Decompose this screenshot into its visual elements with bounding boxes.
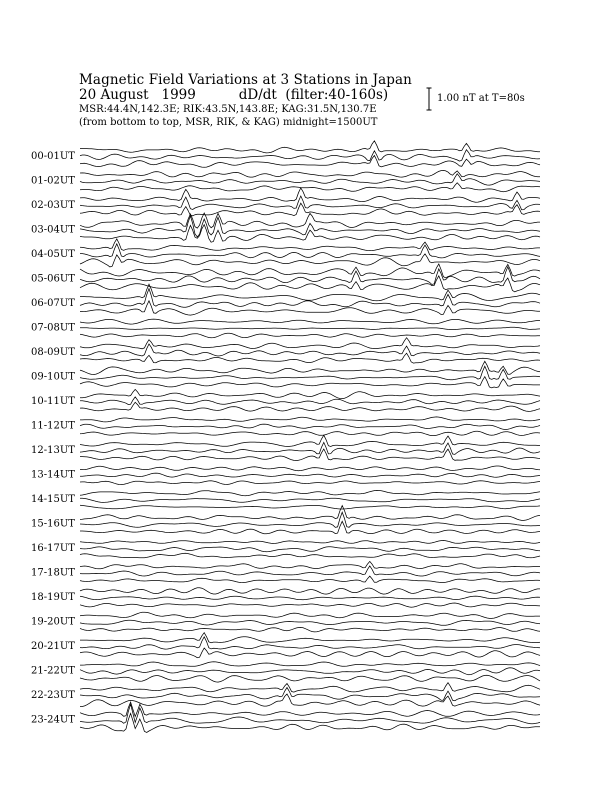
trace-msr-19-20ut <box>80 627 540 632</box>
chart-date: 20 August 1999 <box>79 87 196 103</box>
trace-msr-13-14ut <box>80 481 540 485</box>
trace-rik-03-04ut <box>80 216 540 237</box>
trace-msr-09-10ut <box>80 377 540 388</box>
trace-msr-14-15ut <box>80 505 540 509</box>
hour-label: 18-19UT <box>31 592 75 603</box>
trace-kag-15-16ut <box>80 506 540 521</box>
trace-kag-04-05ut <box>80 239 540 251</box>
scale-label: 1.00 nT at T=80s <box>437 93 525 104</box>
trace-rik-11-12ut <box>80 424 540 429</box>
hour-label: 01-02UT <box>31 175 75 187</box>
hour-label: 04-05UT <box>31 249 75 260</box>
trace-rik-07-08ut <box>80 327 540 329</box>
trace-rik-13-14ut <box>80 473 540 477</box>
trace-rik-05-06ut <box>80 267 540 285</box>
trace-kag-13-14ut <box>80 466 540 471</box>
trace-kag-14-15ut <box>80 490 540 495</box>
hour-label: 06-07UT <box>31 298 75 309</box>
hour-label: 16-17UT <box>31 543 75 554</box>
trace-msr-20-21ut <box>80 648 540 658</box>
trace-kag-08-09ut <box>80 338 540 349</box>
hour-label: 13-14UT <box>31 469 75 481</box>
hour-label: 10-11UT <box>31 396 75 407</box>
hour-label: 21-22UT <box>31 665 75 677</box>
hour-label: 07-08UT <box>31 322 75 334</box>
trace-kag-01-02ut <box>80 170 540 177</box>
hour-label: 08-09UT <box>31 347 75 358</box>
hour-label: 12-13UT <box>31 445 75 456</box>
trace-kag-23-24ut <box>80 702 540 716</box>
trace-kag-19-20ut <box>80 612 540 618</box>
trace-msr-23-24ut <box>80 713 540 732</box>
stack-order-note: (from bottom to top, MSR, RIK, & KAG) midnight=1500UT <box>79 117 378 128</box>
trace-kag-20-21ut <box>80 633 540 643</box>
trace-rik-21-22ut <box>80 668 540 675</box>
hour-label: 23-24UT <box>31 714 75 726</box>
hour-label: 22-23UT <box>31 690 75 701</box>
trace-rik-22-23ut <box>80 688 540 701</box>
trace-kag-07-08ut <box>80 319 540 324</box>
hour-label: 15-16UT <box>31 518 75 530</box>
chart-title: Magnetic Field Variations at 3 Stations in Japan <box>79 72 412 88</box>
trace-rik-18-19ut <box>80 596 540 600</box>
trace-msr-04-05ut <box>80 254 540 267</box>
trace-kag-12-13ut <box>80 435 540 446</box>
trace-msr-01-02ut <box>80 183 540 192</box>
trace-kag-10-11ut <box>80 389 540 398</box>
trace-kag-22-23ut <box>80 683 540 692</box>
trace-kag-02-03ut <box>80 188 540 202</box>
hour-label: 20-21UT <box>31 641 75 652</box>
trace-kag-11-12ut <box>80 417 540 422</box>
trace-rik-16-17ut <box>80 547 540 552</box>
station-coordinates: MSR:44.4N,142.3E; RIK:43.5N,143.8E; KAG:31.5N,130.7E <box>79 104 377 115</box>
trace-msr-18-19ut <box>80 603 540 607</box>
trace-rik-04-05ut <box>80 244 540 258</box>
trace-kag-03-04ut <box>80 213 540 228</box>
trace-rik-06-07ut <box>80 289 540 308</box>
trace-kag-00-01ut <box>80 141 540 153</box>
trace-kag-18-19ut <box>80 588 540 594</box>
trace-rik-10-11ut <box>80 397 540 405</box>
trace-rik-19-20ut <box>80 620 540 625</box>
trace-rik-09-10ut <box>80 366 540 380</box>
trace-msr-08-09ut <box>80 353 540 363</box>
trace-msr-07-08ut <box>80 333 540 338</box>
trace-kag-17-18ut <box>80 561 540 568</box>
hour-label: 19-20UT <box>31 616 75 628</box>
trace-msr-03-04ut <box>80 225 540 243</box>
trace-msr-15-16ut <box>80 521 540 534</box>
trace-rik-15-16ut <box>80 512 540 527</box>
trace-msr-11-12ut <box>80 431 540 435</box>
trace-msr-22-23ut <box>80 694 540 707</box>
hour-label: 02-03UT <box>31 200 75 211</box>
hour-label: 03-04UT <box>31 224 75 236</box>
trace-kag-09-10ut <box>80 361 540 374</box>
hour-label: 17-18UT <box>31 567 75 579</box>
trace-kag-05-06ut <box>80 264 540 278</box>
hour-label: 05-06UT <box>31 273 75 285</box>
trace-kag-16-17ut <box>80 540 540 543</box>
trace-msr-10-11ut <box>80 402 540 411</box>
trace-msr-16-17ut <box>80 553 540 558</box>
hour-label: 00-01UT <box>31 151 75 162</box>
trace-rik-02-03ut <box>80 196 540 210</box>
hour-label: 09-10UT <box>31 371 75 383</box>
trace-msr-21-22ut <box>80 675 540 682</box>
trace-rik-14-15ut <box>80 498 540 502</box>
trace-rik-00-01ut <box>80 150 540 161</box>
trace-msr-17-18ut <box>80 576 540 583</box>
hour-label: 11-12UT <box>31 420 75 432</box>
hour-label: 14-15UT <box>31 494 75 505</box>
chart-quantity: dD/dt (filter:40-160s) <box>238 87 389 103</box>
trace-kag-21-22ut <box>80 662 540 667</box>
trace-rik-01-02ut <box>80 174 540 185</box>
